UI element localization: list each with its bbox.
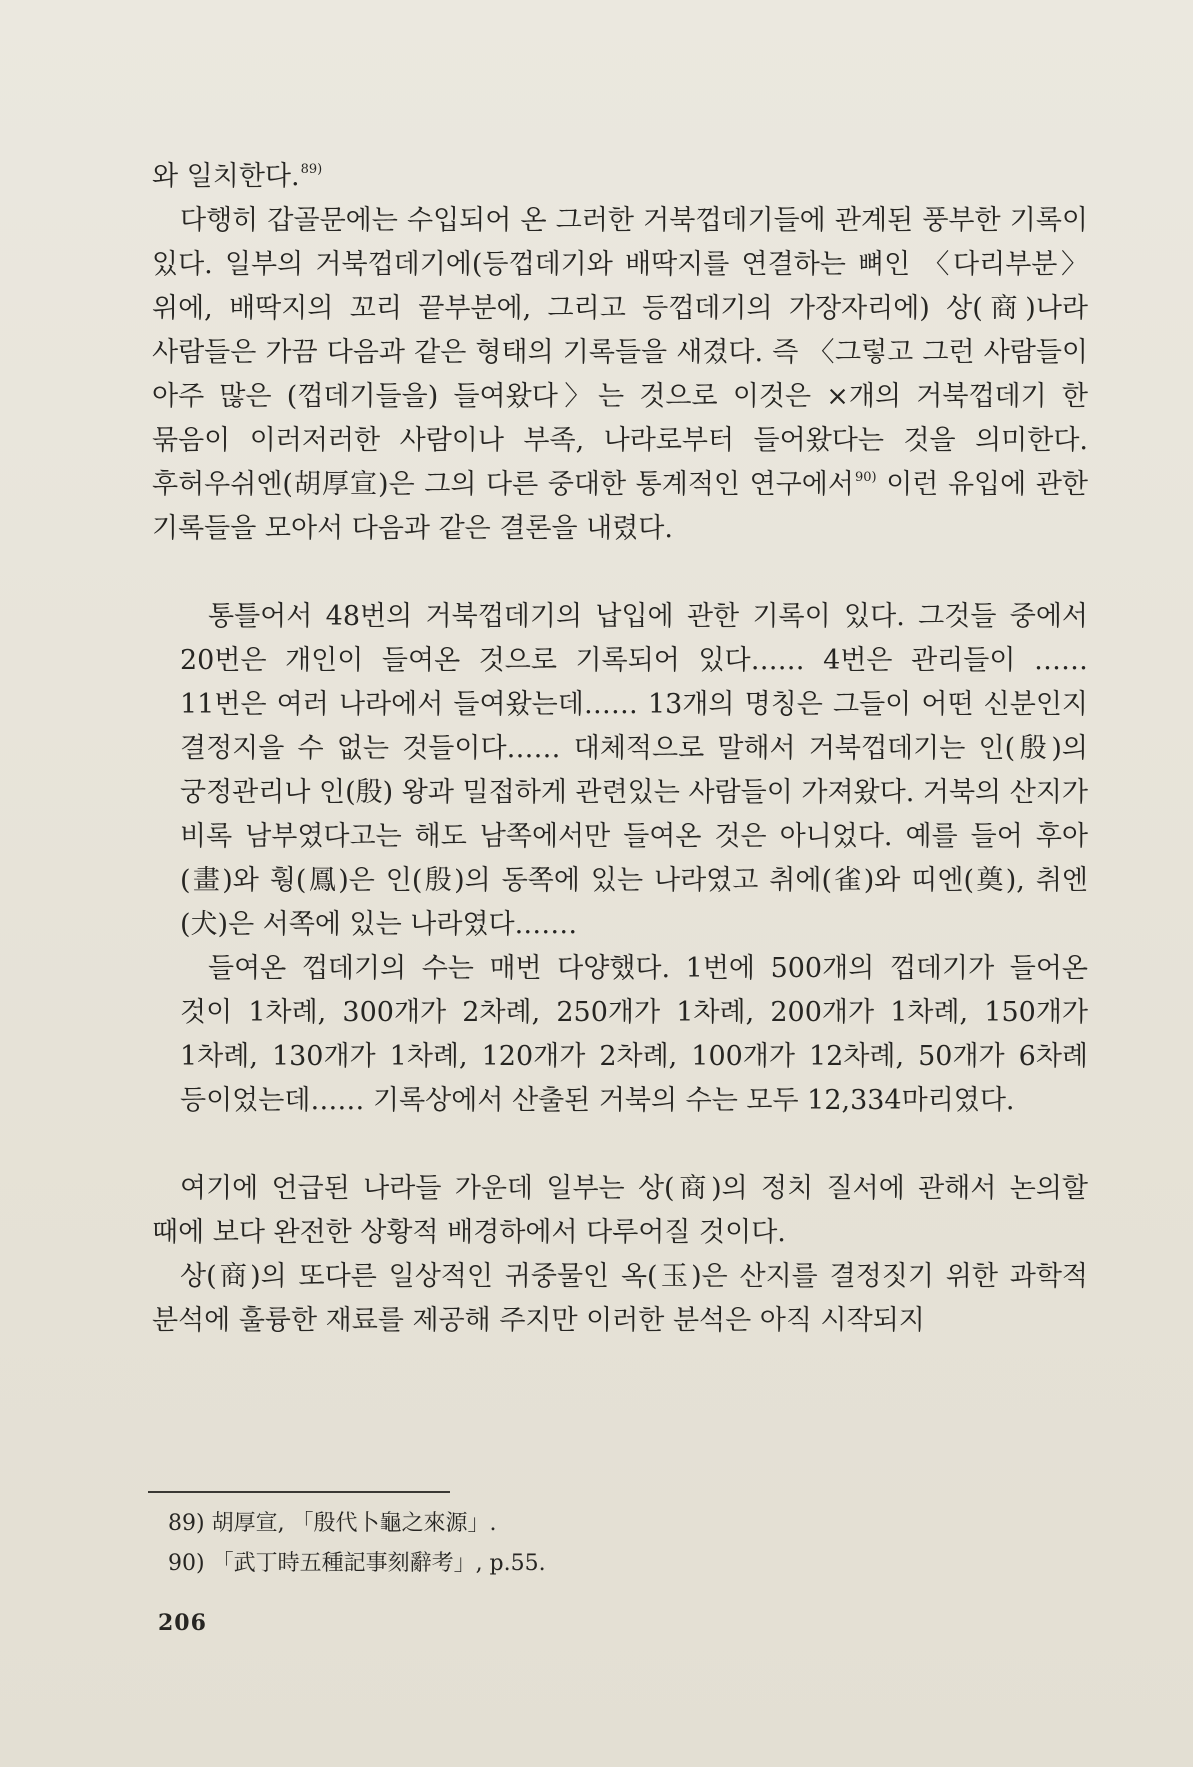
main-text — [152, 155, 1088, 1343]
paragraph-text-continued: 이런 유입에 관한 기록들을 모아서 다음과 같은 결론을 내렸다. — [152, 469, 1088, 544]
paragraph-political-order: 여기에 언급된 나라들 가운데 일부는 상(商)의 정치 질서에 관해서 논의할 때에 보다 완전한 상황적 배경하에서 다루어질 것이다. — [152, 1173, 1088, 1248]
paragraph-text: 와 일치한다. — [152, 161, 300, 192]
paragraph-tortoise-records — [152, 199, 1088, 551]
block-quote-paragraph-1: 통틀어서 48번의 거북껍데기의 납입에 관한 기록이 있다. 그것들 중에서 20번은 개인이 들여온 것으로 기록되어 있다…… 4번은 관리들이 ……11번은 여러 나라에서 들여왔는데…… 13개의 명칭은 그들이 어떤 신분인지 결정지을 수 없는 것들이다…… 대체적으로 말해서 거북껍데기는 인(殷)의 궁정관리나 인(殷) 왕과 밀접하게 관련있는 사람들이 가져왔다. 거북의 산지가 비록 남부였다고는 해도 남쪽에서만 들여온 것은 아니었다. 예를 들어 후아(畫)와 훵(鳳)은 인(殷)의 동쪽에 있는 나라였고 취에(雀)와 띠엔(奠), 취엔(犬)은 서쪽에 있는 나라였다.…… — [180, 601, 1088, 940]
block-quote-paragraph-2: 들여온 껍데기의 수는 매번 다양했다. 1번에 500개의 껍데기가 들어온 것이 1차례, 300개가 2차례, 250개가 1차례, 200개가 1차례, 150개가 1차례, 130개가 1차례, 120개가 2차례, 100개가 12차례, 50개가 6차례 등이었는데…… 기록상에서 산출된 거북의 수는 모두 12,334마리였다. — [180, 953, 1088, 1116]
footnote-ref-89: 89) — [300, 162, 323, 177]
footnote-89: 89) 胡厚宣, 「殷代卜龜之來源」. — [168, 1511, 497, 1536]
paragraph-jade: 상(商)의 또다른 일상적인 귀중물인 옥(玉)은 산지를 결정짓기 위한 과학적 분석에 훌륭한 재료를 제공해 주지만 이러한 분석은 아직 시작되지 — [152, 1261, 1088, 1336]
page-number: 206 — [158, 1610, 207, 1636]
paragraph-text: 다행히 갑골문에는 수입되어 온 그러한 거북껍데기들에 관계된 풍부한 기록이 있다. 일부의 거북껍데기에(등껍데기와 배딱지를 연결하는 뼈인 〈다리부분〉위에, 배딱지의 꼬리 끝부분에, 그리고 등껍데기의 가장자리에) 상(商)나라 사람들은 가끔 다음과 같은 형태의 기록들을 새겼다. 즉 〈그렇고 그런 사람들이 아주 많은 (껍데기들을) 들여왔다〉는 것으로 이것은 ×개의 거북껍데기 한 묶음이 이러저러한 사람이나 부족, 나라로부터 들어왔다는 것을 의미한다. 후허우쉬엔(胡厚宣)은 그의 다른 중대한 통계적인 연구에서 — [152, 205, 1088, 500]
paragraph-continuation — [152, 155, 1088, 199]
footnote-ref-90: 90) — [854, 470, 877, 485]
footnote-divider — [148, 1491, 450, 1493]
footnote-90: 90) 「武丁時五種記事刻辭考」, p.55. — [168, 1551, 546, 1576]
footnotes — [168, 1504, 1068, 1584]
